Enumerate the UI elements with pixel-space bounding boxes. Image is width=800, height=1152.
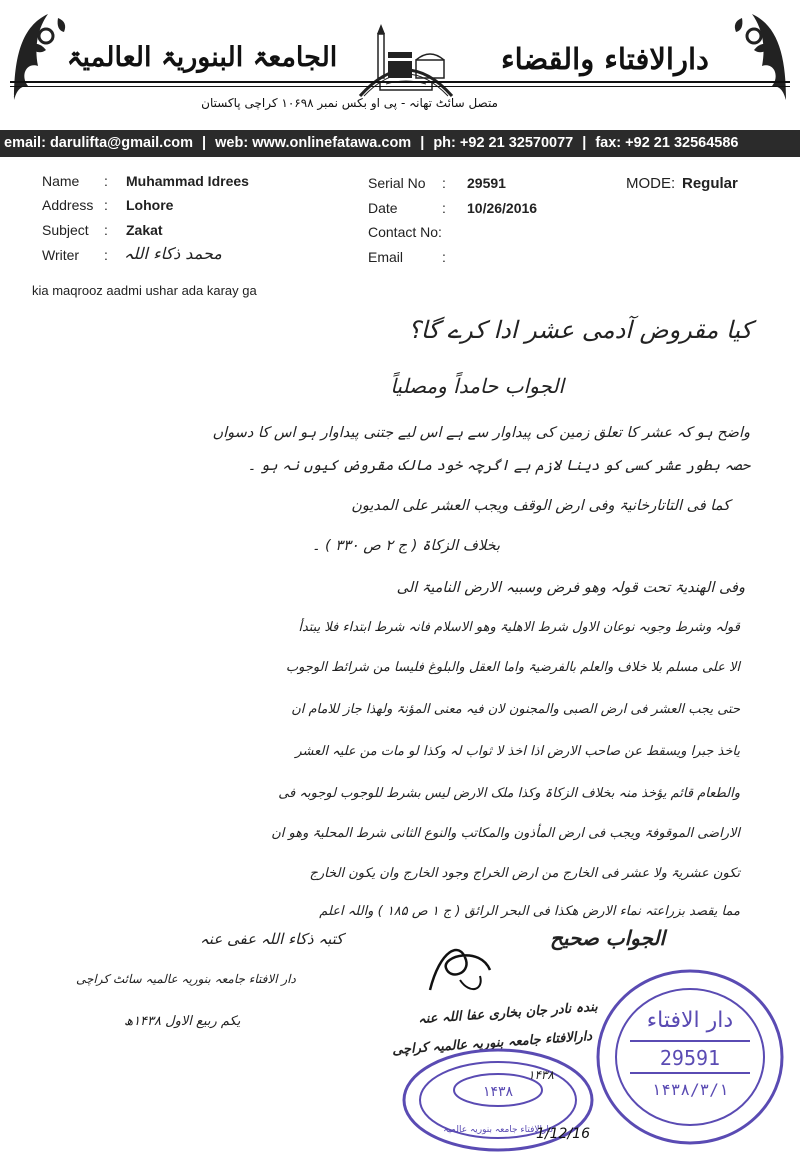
mufti-line: بندہ نادر جان بخاری عفا اللہ عنہ xyxy=(417,999,599,1028)
email-link[interactable]: darulifta@gmail.com xyxy=(49,135,194,151)
writer-sign-line: یکم ربیع الاول ۱۴۳۸ھ xyxy=(124,1014,241,1029)
answer-line: والطعام قائم یؤخذ منہ بخلاف الزکاۃ وکذا ملک الارض لیس بشرط للوجوب لوجوبہ فی xyxy=(278,786,740,801)
university-title: الجامعۃ البنوریۃ العالمیۃ xyxy=(66,42,338,73)
colon: : xyxy=(104,173,108,189)
subject-label: Subject xyxy=(42,222,89,238)
ornament-right-icon xyxy=(728,6,792,106)
web-label: web: xyxy=(215,135,249,151)
mode-label: MODE: xyxy=(626,175,676,192)
date-value: 10/26/2016 xyxy=(467,200,538,216)
writer-sign-line: کتبہ ذکاء اللہ عفی عنہ xyxy=(200,930,344,948)
answer-line: واضح ہو کہ عشر کا تعلق زمین کی پیداوار سے ہے اس لیے جتنی پیداوار ہو اس کا دسواں xyxy=(212,425,750,441)
phone-label: ph: xyxy=(433,135,456,151)
answer-line: کما فی التاتارخانیۃ وفی ارض الوقف ویجب العشر علی المدیون xyxy=(351,498,730,514)
colon: : xyxy=(442,175,446,191)
serial-value: 29591 xyxy=(467,175,506,191)
fax-number: +92 21 32564586 xyxy=(625,135,739,151)
colon: : xyxy=(104,222,108,238)
stamp-right-serial: 29591 xyxy=(659,1046,721,1070)
stamp-right-title: دار الافتاء xyxy=(646,1008,734,1033)
colon: : xyxy=(104,197,108,213)
answer-line: حتی یجب العشر فی ارض الصبی والمجنون لان فیہ معنی المؤنۃ ولھذا جاز للامام ان xyxy=(291,702,740,717)
answer-line: حصہ بطور عشر کسی کو دینا لازم ہے اگرچہ خود مالک مقروض کیوں نہ ہو ۔ xyxy=(247,458,750,474)
serial-label: Serial No xyxy=(368,175,426,191)
stamp-left-text: ۱۴۳۸ xyxy=(482,1084,514,1100)
answer-line: الاراضی الموقوفۃ ویجب فی ارض المأذون والمکاتب والنوع الثانی شرط المحلیۃ وھو ان xyxy=(271,826,740,841)
mufti-line: دارالافتاء جامعہ بنوریہ عالمیہ کراچی xyxy=(391,1029,593,1058)
kaaba-logo-icon xyxy=(350,4,462,104)
web-link[interactable]: www.onlinefatawa.com xyxy=(252,135,412,151)
name-value: Muhammad Idrees xyxy=(126,173,249,189)
colon: : xyxy=(442,249,446,265)
answer-line: الا علی مسلم بلا خلاف والعلم بالفرضیۃ واما العقل والبلوغ فلیسا من شرائط الوجوب xyxy=(285,660,740,675)
stamp-right-date: ۱۴۳۸/۳/۱ xyxy=(651,1080,729,1099)
colon: : xyxy=(104,247,108,263)
fax-label: fax: xyxy=(595,135,622,151)
divider xyxy=(10,81,790,83)
answer-line: بخلاف الزکاۃ ( ج ۲ ص ۳۳۰ ) ۔ xyxy=(311,538,500,554)
name-label: Name xyxy=(42,173,80,189)
writer-label: Writer xyxy=(42,247,80,263)
address-label: Address xyxy=(42,197,94,213)
phone-number: +92 21 32570077 xyxy=(459,135,574,151)
email-field-label: Email xyxy=(368,249,404,265)
letterhead-address: متصل سائٹ تھانہ - پی او بکس نمبر ۱۰۶۹۸ کراچی پاکستان xyxy=(201,96,498,110)
mode-value: Regular xyxy=(682,175,738,192)
writer-value: محمد ذکاء اللہ xyxy=(124,244,222,263)
colon: : xyxy=(442,200,446,216)
writer-sign-line: دار الافتاء جامعہ بنوریہ عالمیہ سائٹ کراچی xyxy=(76,972,296,986)
contact-label: Contact No: xyxy=(368,224,442,240)
answer-line: یاخذ جبرا ویسقط عن صاحب الارض اذا اخذ لا ثواب لہ وکذا لو مات من علیہ العشر xyxy=(295,744,740,759)
signature-icon xyxy=(420,940,500,1000)
date-label: Date xyxy=(368,200,398,216)
answer-line: قولہ وشرط وجوبہ نوعان الاول شرط الاھلیۃ وھو الاسلام فانہ شرط ابتداء فلا یبتدأ xyxy=(298,620,740,635)
stamp-left-ring-text: دارالافتاء جامعہ بنوریہ عالمیہ xyxy=(443,1125,553,1135)
address-value: Lohore xyxy=(126,197,174,213)
contact-bar: email: darulifta@gmail.com | web: www.onlinefatawa.com | ph: +92 21 32570077 | fax: +92 21 32564586 xyxy=(0,130,800,157)
sign-date: 1/12/16 xyxy=(536,1126,590,1142)
darulifta-title: دارالافتاء والقضاء xyxy=(501,42,709,76)
divider xyxy=(10,86,790,87)
answer-line: مما یقصد بزراعتہ نماء الارض ھکذا فی البحر الرائق ( ج ۱ ص ۱۸۵ ) واللہ اعلم xyxy=(319,904,740,919)
answer-heading: الجواب حامداً ومصلیاً xyxy=(390,374,564,398)
mufti-date: ۱۴۳۸ xyxy=(528,1068,554,1082)
answer-line: تکون عشریۃ ولا عشر فی الخارج من ارض الخراج وجود الخارج وان یکون الخارج xyxy=(309,866,740,881)
reply-heading: الجواب صحیح xyxy=(550,926,666,950)
answer-line: وفی الھندیۃ تحت قولہ وھو فرض وسببہ الارض النامیۃ الی xyxy=(396,580,745,596)
subject-value: Zakat xyxy=(126,222,163,238)
stamp-right-icon xyxy=(590,965,790,1147)
email-label: email: xyxy=(4,135,46,151)
question-roman: kia maqrooz aadmi ushar ada karay ga xyxy=(32,283,257,298)
question-urdu: کیا مقروض آدمی عشر ادا کرے گا؟ xyxy=(407,316,752,344)
